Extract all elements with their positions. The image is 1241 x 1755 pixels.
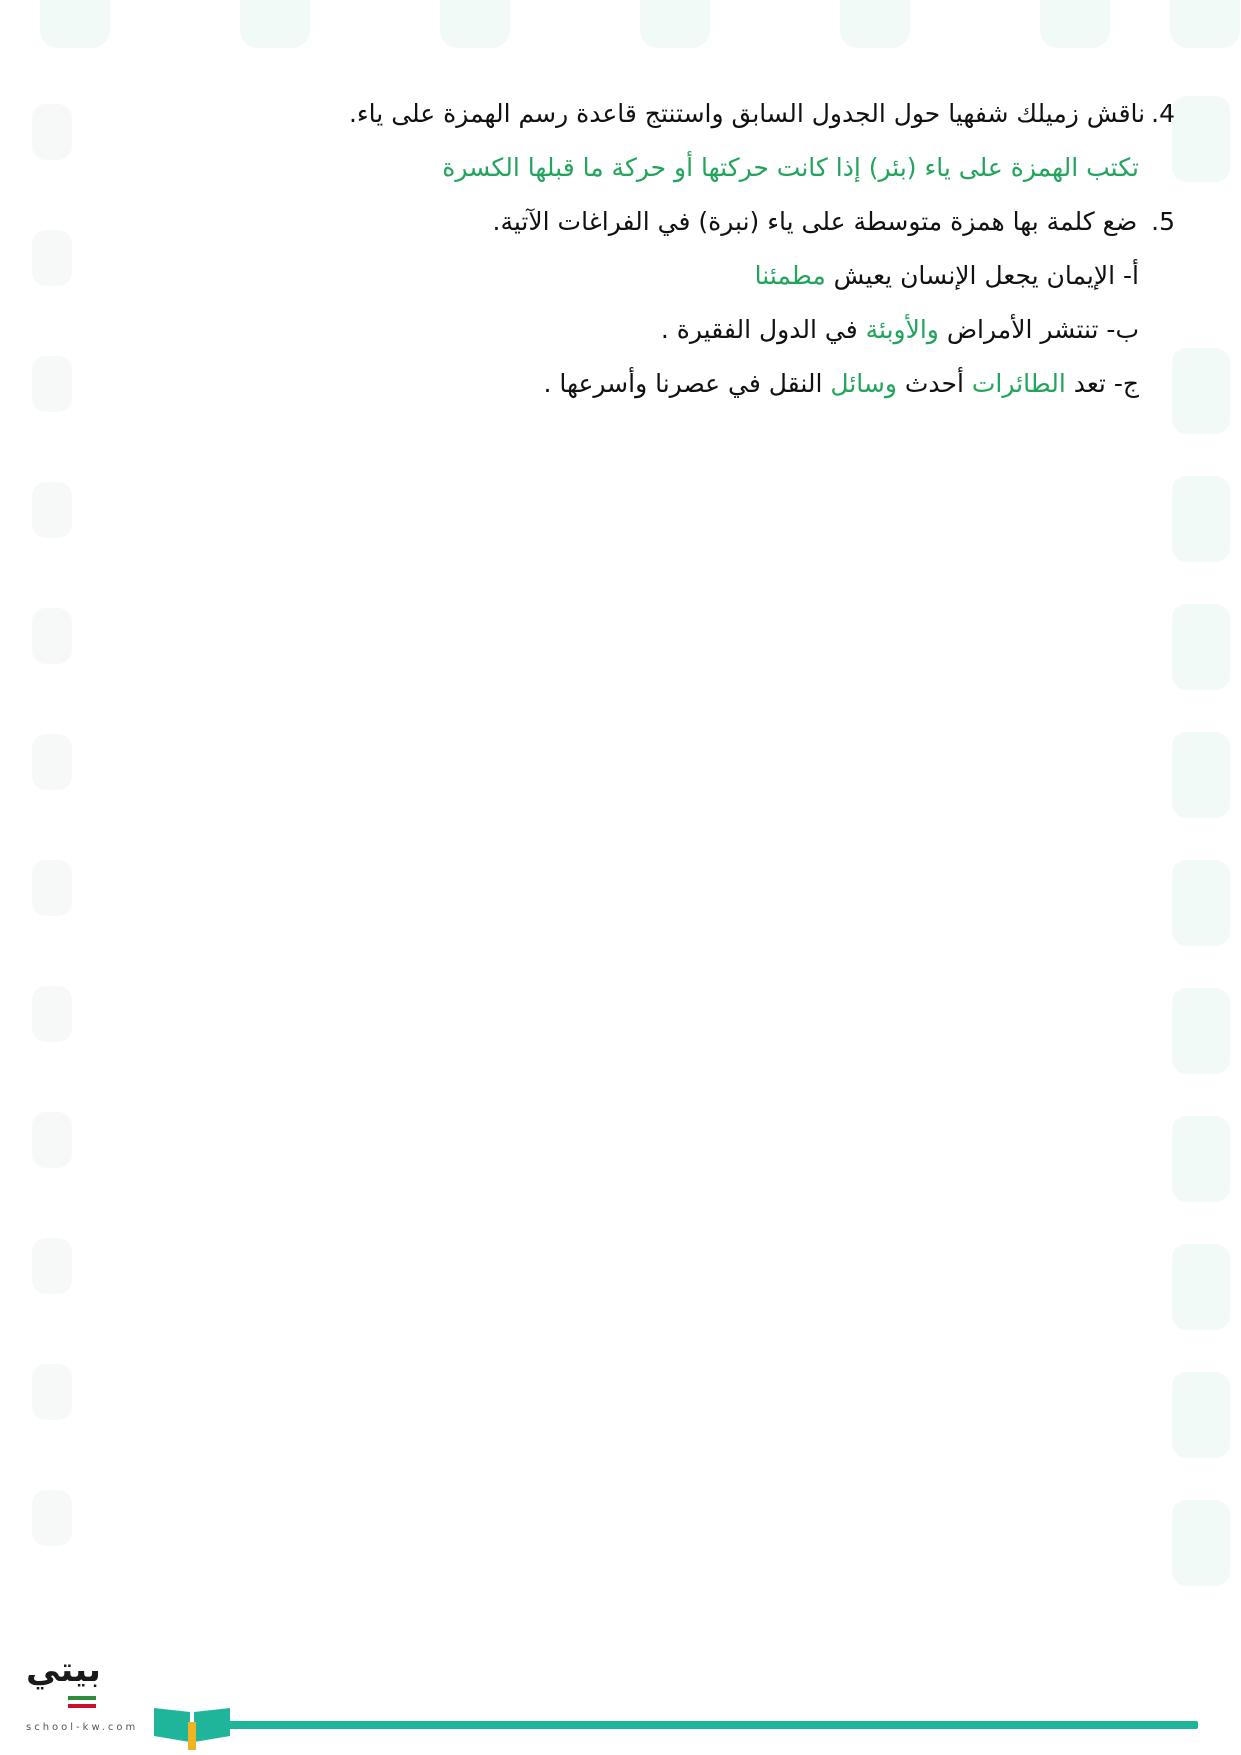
item-text-suffix: في الدول الفقيرة . bbox=[660, 315, 866, 344]
item-text: أ- الإيمان يجعل الإنسان يعيش bbox=[825, 261, 1139, 290]
watermark-logo bbox=[1172, 732, 1230, 818]
worksheet-content bbox=[95, 96, 1175, 420]
question-5-item-c bbox=[95, 366, 1175, 402]
watermark-logo bbox=[1170, 0, 1240, 48]
item-text-suffix: النقل في عصرنا وأسرعها . bbox=[543, 369, 831, 398]
watermark-logo bbox=[32, 482, 72, 538]
watermark-logo bbox=[32, 1490, 72, 1546]
watermark-logo bbox=[1040, 0, 1110, 48]
question-5 bbox=[95, 204, 1175, 240]
item-answer: والأوبئة bbox=[865, 315, 939, 344]
item-answer-2: وسائل bbox=[830, 369, 897, 398]
item-text: ج- تعد bbox=[1065, 369, 1139, 398]
watermark-logo bbox=[32, 1112, 72, 1168]
watermark-top-row bbox=[0, 0, 1241, 60]
watermark-logo bbox=[1172, 604, 1230, 690]
watermark-logo bbox=[240, 0, 310, 48]
logo-url: school-kw.com bbox=[26, 1722, 139, 1733]
watermark-logo bbox=[440, 0, 510, 48]
question-4 bbox=[95, 96, 1175, 132]
item-answer: الطائرات bbox=[971, 369, 1066, 398]
watermark-logo bbox=[1172, 1116, 1230, 1202]
watermark-logo bbox=[32, 1238, 72, 1294]
watermark-logo bbox=[32, 104, 72, 160]
item-text: ب- تنتشر الأمراض bbox=[938, 315, 1139, 344]
watermark-logo bbox=[1172, 476, 1230, 562]
open-book-icon bbox=[152, 1702, 232, 1750]
question-number: 5. bbox=[1151, 207, 1175, 236]
watermark-logo bbox=[32, 986, 72, 1042]
question-5-item-b bbox=[95, 312, 1175, 348]
watermark-logo bbox=[32, 1364, 72, 1420]
watermark-logo bbox=[32, 608, 72, 664]
site-logo[interactable] bbox=[22, 1650, 222, 1750]
question-5-item-a bbox=[95, 258, 1175, 294]
watermark-logo bbox=[1172, 860, 1230, 946]
question-4-answer: تكتب الهمزة على ياء (بئر) إذا كانت حركتها أو حركة ما قبلها الكسرة bbox=[442, 153, 1139, 182]
watermark-logo bbox=[32, 860, 72, 916]
watermark-logo bbox=[1172, 1372, 1230, 1458]
watermark-logo bbox=[32, 230, 72, 286]
watermark-logo bbox=[640, 0, 710, 48]
question-prompt: ناقش زميلك شفهيا حول الجدول السابق واستنتج قاعدة رسم الهمزة على ياء. bbox=[348, 99, 1146, 128]
watermark-logo bbox=[1172, 988, 1230, 1074]
watermark-logo bbox=[840, 0, 910, 48]
logo-wordmark: بيتي bbox=[26, 1650, 101, 1690]
watermark-logo bbox=[1172, 1244, 1230, 1330]
watermark-logo bbox=[1172, 348, 1230, 434]
question-number: 4. bbox=[1151, 99, 1175, 128]
question-prompt: ضع كلمة بها همزة متوسطة على ياء (نبرة) في الفراغات الآتية. bbox=[492, 207, 1138, 236]
item-answer: مطمئنا bbox=[754, 261, 826, 290]
item-text-middle: أحدث bbox=[896, 369, 972, 398]
watermark-logo bbox=[1172, 96, 1230, 182]
watermark-logo bbox=[32, 734, 72, 790]
watermark-logo bbox=[1172, 1500, 1230, 1586]
watermark-logo bbox=[40, 0, 110, 48]
kuwait-flag-icon bbox=[68, 1696, 96, 1710]
footer-divider bbox=[226, 1721, 1198, 1729]
watermark-logo bbox=[32, 356, 72, 412]
